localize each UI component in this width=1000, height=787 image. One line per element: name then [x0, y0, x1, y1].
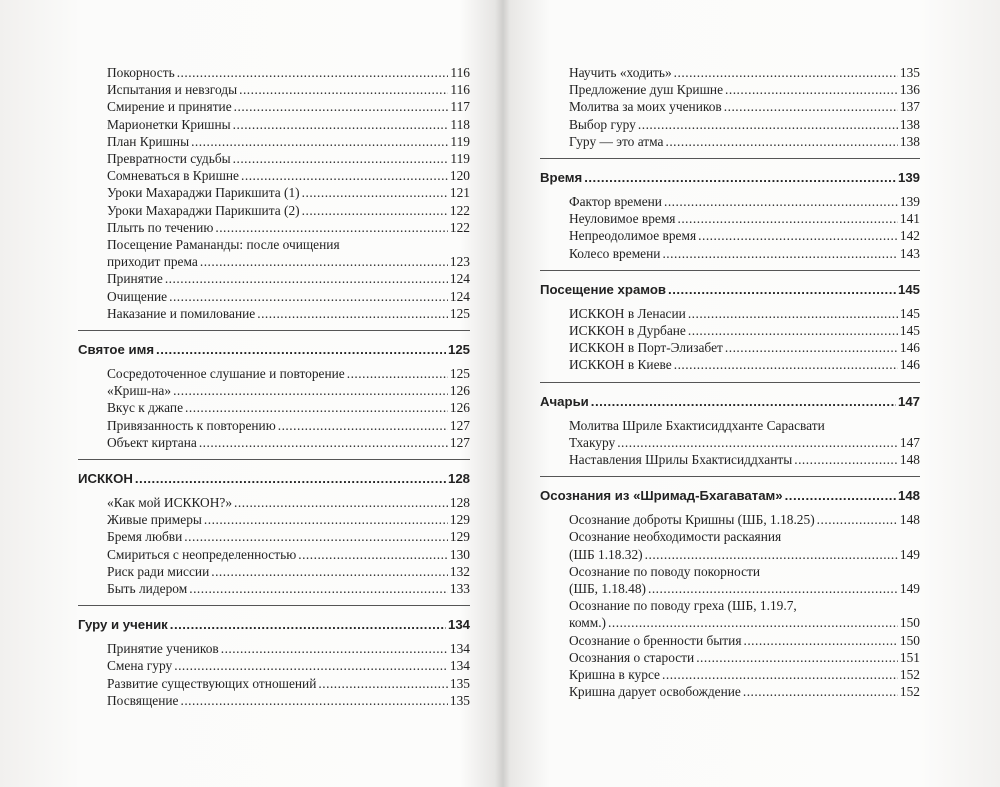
toc-entry-title: Гуру — это атма — [569, 133, 664, 149]
toc-entry-title: Осознание о бренности бытия — [569, 632, 742, 648]
toc-entry-title: Испытания и невзгоды — [107, 82, 238, 98]
dot-leader — [174, 657, 448, 674]
toc-entry-page: 132 — [449, 563, 470, 579]
dot-leader — [677, 210, 897, 227]
toc-entry-page: 126 — [449, 383, 470, 399]
toc-entry-title: Наставления Шрилы Бхактисиддханты — [569, 452, 793, 468]
toc-entry — [540, 683, 920, 700]
toc-entry-page: 148 — [899, 512, 920, 528]
toc-entry — [540, 98, 920, 115]
dot-leader — [688, 322, 898, 339]
toc-entry-title: Объект киртана — [107, 434, 197, 450]
toc-entry-title: Выбор гуру — [569, 116, 636, 132]
section-divider — [540, 158, 920, 159]
toc-entry — [78, 116, 470, 133]
toc-entry-title: Научить «ходить» — [569, 65, 672, 80]
dot-leader — [302, 202, 448, 219]
toc-entry-title: Наказание и помилование — [107, 305, 256, 321]
toc-entry-title: Покорность — [107, 65, 175, 80]
toc-entry-title: Живые примеры — [107, 512, 202, 528]
toc-entry-title: ИСККОН в Киеве — [569, 357, 672, 373]
dot-leader — [785, 487, 896, 505]
toc-entry — [78, 133, 470, 150]
toc-group — [78, 494, 470, 597]
dot-leader — [169, 288, 448, 305]
toc-entry-page: 128 — [449, 495, 470, 511]
section-heading-iskcon — [78, 470, 470, 488]
section-heading-acharyas — [540, 393, 920, 411]
section-page: 128 — [447, 471, 470, 487]
toc-entry — [540, 356, 920, 373]
dot-leader — [817, 511, 898, 528]
toc-entry — [78, 167, 470, 184]
toc-entry-title: «Как мой ИСККОН?» — [107, 495, 233, 511]
dot-leader — [215, 219, 448, 236]
toc-entry-title: Непреодолимое время — [569, 228, 697, 244]
toc-group — [78, 640, 470, 709]
toc-entry-title: Сосредоточенное слушание и повторение — [107, 366, 345, 382]
toc-entry — [540, 64, 920, 81]
toc-entry — [540, 339, 920, 356]
toc-entry — [78, 640, 470, 657]
toc-entry — [540, 511, 920, 528]
toc-entry-title-line: Осознание по поводу греха (ШБ, 1.19.7, — [569, 598, 797, 614]
dot-leader — [674, 64, 898, 81]
toc-entry — [78, 81, 470, 98]
toc-entry — [78, 382, 470, 399]
toc-entry-title: Риск ради миссии — [107, 563, 210, 579]
section-divider — [540, 382, 920, 383]
dot-leader — [233, 150, 449, 167]
toc-entry-title: ИСККОН в Дурбане — [569, 323, 686, 339]
toc-entry — [540, 116, 920, 133]
section-heading-temples — [540, 281, 920, 299]
section-heading-time — [540, 169, 920, 187]
toc-entry-page: 141 — [899, 211, 920, 227]
toc-entry-prayer — [540, 417, 920, 451]
toc-entry-page: 126 — [449, 400, 470, 416]
toc-entry-title: Неуловимое время — [569, 211, 676, 227]
toc-entry-page: 130 — [449, 546, 470, 562]
dot-leader — [696, 649, 898, 666]
toc-entry-title: Кришна в курсе — [569, 667, 660, 683]
toc-entry-page: 122 — [449, 202, 470, 218]
section-title: Осознания из «Шримад-Бхагаватам» — [540, 488, 783, 504]
toc-entry-title-line: Осознание необходимости раскаяния — [569, 529, 782, 545]
toc-entry-title: ИСККОН в Порт-Элизабет — [569, 340, 723, 356]
dot-leader — [662, 666, 898, 683]
section-page: 148 — [897, 488, 920, 504]
toc-entry-page: 125 — [449, 305, 470, 321]
toc-entry — [540, 649, 920, 666]
toc-entry-title: Сомневаться в Кришне — [107, 168, 239, 184]
dot-leader — [234, 98, 449, 115]
toc-entry-title: Бремя любви — [107, 529, 183, 545]
toc-entry-page: 121 — [449, 185, 470, 201]
toc-entry-title: Кришна дарует освобождение — [569, 684, 741, 700]
toc-entry-page: 120 — [449, 168, 470, 184]
dot-leader — [170, 616, 446, 634]
toc-entry — [78, 305, 470, 322]
toc-entry-title-line: (ШБ, 1.18.48) — [569, 581, 646, 597]
dot-leader — [665, 133, 897, 150]
toc-entry-r3 — [540, 563, 920, 597]
toc-entry-page: 138 — [899, 133, 920, 149]
toc-entry-page: 151 — [899, 649, 920, 665]
toc-entry-title: Осознания о старости — [569, 649, 695, 665]
dot-leader — [724, 98, 898, 115]
toc-entry — [540, 666, 920, 683]
dot-leader — [698, 227, 898, 244]
toc-entry-page: 142 — [899, 228, 920, 244]
toc-entry-page: 133 — [449, 581, 470, 597]
toc-entry — [78, 657, 470, 674]
section-title: Время — [540, 170, 583, 186]
dot-leader — [318, 675, 448, 692]
toc-entry-page: 143 — [899, 245, 920, 261]
toc-entry-page: 137 — [899, 99, 920, 115]
section-title: Гуру и ученик — [78, 617, 168, 633]
toc-entry — [78, 202, 470, 219]
toc-entry — [78, 399, 470, 416]
toc-entry-page: 124 — [449, 271, 470, 287]
toc-entry-page: 148 — [899, 452, 920, 468]
toc-entry-title-line: Посещение Рамананды: после очищения — [107, 237, 340, 253]
dot-leader — [725, 339, 898, 356]
toc-entry — [78, 270, 470, 287]
toc-entry-page: 135 — [449, 675, 470, 691]
dot-leader — [645, 546, 898, 563]
section-heading-realizations — [540, 487, 920, 505]
section-title: Посещение храмов — [540, 281, 667, 297]
toc-entry-title: Превратности судьбы — [107, 151, 231, 167]
toc-entry — [78, 494, 470, 511]
toc-entry — [540, 451, 920, 468]
section-page: 145 — [897, 281, 920, 297]
toc-entry-title-line: приходит према — [107, 254, 198, 270]
dot-leader — [668, 281, 896, 299]
toc-group — [540, 193, 920, 262]
dot-leader — [241, 167, 448, 184]
toc-entry-title: Плыть по течению — [107, 219, 214, 235]
toc-entry-page: 145 — [899, 323, 920, 339]
dot-leader — [302, 184, 448, 201]
toc-entry — [78, 417, 470, 434]
toc-entry-page: 125 — [449, 366, 470, 382]
toc-entry — [78, 184, 470, 201]
dot-leader — [234, 494, 448, 511]
dot-leader — [180, 692, 447, 709]
dot-leader — [189, 580, 448, 597]
toc-group — [540, 64, 920, 150]
toc-entry-page: 129 — [449, 529, 470, 545]
toc-entry-page: 136 — [899, 82, 920, 98]
toc-entry-page: 138 — [899, 116, 920, 132]
section-page: 147 — [897, 393, 920, 409]
toc-entry-title: Смирение и принятие — [107, 99, 232, 115]
right-page — [540, 64, 920, 700]
toc-entry — [540, 133, 920, 150]
dot-leader — [185, 399, 448, 416]
section-title: ИСККОН — [78, 471, 133, 487]
toc-entry-page: 147 — [899, 434, 920, 450]
toc-entry-page: 122 — [449, 219, 470, 235]
dot-leader — [662, 245, 897, 262]
toc-entry-title: Фактор времени — [569, 194, 662, 210]
dot-leader — [591, 393, 896, 411]
dot-leader — [177, 64, 449, 81]
toc-entry-title-line: Осознание по поводу покорности — [569, 563, 761, 579]
section-heading-holy-name — [78, 341, 470, 359]
toc-entry-page: 127 — [449, 417, 470, 433]
toc-entry-page: 129 — [449, 512, 470, 528]
section-divider — [78, 459, 470, 460]
toc-entry-page: 150 — [899, 615, 920, 631]
toc-entry-page: 127 — [449, 434, 470, 450]
section-page: 134 — [447, 617, 470, 633]
section-divider — [540, 270, 920, 271]
dot-leader — [184, 528, 448, 545]
dot-leader — [233, 116, 449, 133]
toc-entry — [78, 692, 470, 709]
toc-entry — [78, 580, 470, 597]
toc-entry — [78, 511, 470, 528]
toc-entry — [540, 193, 920, 210]
left-page — [78, 64, 470, 709]
toc-entry — [78, 528, 470, 545]
toc-entry-r4 — [540, 597, 920, 631]
toc-entry-title: Смена гуру — [107, 658, 173, 674]
dot-leader — [173, 382, 448, 399]
dot-leader — [204, 511, 448, 528]
dot-leader — [743, 632, 897, 649]
toc-entry — [78, 546, 470, 563]
toc-entry-title: Колесо времени — [569, 245, 661, 261]
dot-leader — [211, 563, 448, 580]
toc-entry — [78, 563, 470, 580]
toc-entry-title: Предложение душ Кришне — [569, 82, 724, 98]
toc-entry-page: 149 — [899, 546, 920, 562]
dot-leader — [221, 640, 448, 657]
toc-entry-title: Смириться с неопределенностью — [107, 546, 297, 562]
dot-leader — [156, 341, 446, 359]
toc-entry-page: 145 — [899, 305, 920, 321]
toc-entry-title-line: комм.) — [569, 615, 607, 631]
toc-entry-page: 116 — [450, 65, 470, 80]
toc-entry-title: «Криш-на» — [107, 383, 172, 399]
toc-entry-page: 152 — [899, 684, 920, 700]
toc-entry-title-line: Тхакуру — [569, 434, 616, 450]
dot-leader — [794, 451, 898, 468]
toc-entry-title: Принятие учеников — [107, 641, 219, 657]
toc-entry-page: 134 — [449, 641, 470, 657]
toc-entry — [540, 632, 920, 649]
toc-entry-title: Очищение — [107, 288, 168, 304]
toc-entry — [78, 675, 470, 692]
dot-leader — [617, 434, 898, 451]
section-heading-guru — [78, 616, 470, 634]
toc-entry-page: 146 — [899, 340, 920, 356]
toc-entry — [78, 64, 470, 81]
toc-entry-page: 117 — [450, 99, 470, 115]
toc-entry — [78, 288, 470, 305]
toc-entry — [78, 365, 470, 382]
section-page: 139 — [897, 170, 920, 186]
toc-entry-page: 116 — [450, 82, 470, 98]
dot-leader — [608, 614, 898, 631]
dot-leader — [278, 417, 448, 434]
toc-entry-page: 123 — [449, 254, 470, 270]
toc-entry-page: 149 — [899, 581, 920, 597]
toc-entry — [78, 434, 470, 451]
toc-entry-title: Посвящение — [107, 692, 179, 708]
toc-entry-title: Развитие существующих отношений — [107, 675, 317, 691]
toc-entry-title: Быть лидером — [107, 581, 188, 597]
toc-group — [78, 64, 470, 236]
dot-leader — [674, 356, 898, 373]
toc-entry-page: 134 — [449, 658, 470, 674]
toc-entry-page: 152 — [899, 667, 920, 683]
toc-entry — [540, 227, 920, 244]
toc-entry-title: План Кришны — [107, 133, 190, 149]
toc-entry-title-line: Молитва Шриле Бхактисиддханте Сарасвати — [569, 417, 825, 433]
dot-leader — [648, 580, 898, 597]
toc-entry-title: Вкус к джапе — [107, 400, 184, 416]
toc-entry-page: 119 — [450, 133, 470, 149]
toc-group — [540, 305, 920, 374]
dot-leader — [743, 683, 898, 700]
dot-leader — [664, 193, 898, 210]
toc-entry-page: 118 — [450, 116, 470, 132]
toc-entry-page: 124 — [449, 288, 470, 304]
dot-leader — [199, 434, 448, 451]
toc-entry — [78, 150, 470, 167]
dot-leader — [638, 116, 898, 133]
dot-leader — [257, 305, 448, 322]
toc-entry-title: Уроки Махараджи Парикшита (2) — [107, 202, 300, 218]
toc-entry-title: Привязанность к повторению — [107, 417, 276, 433]
dot-leader — [191, 133, 448, 150]
toc-entry — [540, 245, 920, 262]
section-divider — [78, 605, 470, 606]
section-divider — [78, 330, 470, 331]
section-divider — [540, 476, 920, 477]
toc-entry — [78, 219, 470, 236]
dot-leader — [165, 270, 448, 287]
dot-leader — [200, 253, 448, 270]
dot-leader — [298, 546, 448, 563]
toc-entry-title: Молитва за моих учеников — [569, 99, 722, 115]
toc-entry-page: 146 — [899, 357, 920, 373]
toc-group — [78, 365, 470, 451]
toc-group — [78, 270, 470, 322]
toc-entry-ramananda — [78, 236, 470, 270]
toc-entry-title: Принятие — [107, 271, 163, 287]
toc-entry-r2 — [540, 528, 920, 562]
dot-leader — [688, 305, 898, 322]
dot-leader — [239, 81, 448, 98]
toc-entry — [540, 305, 920, 322]
dot-leader — [584, 169, 896, 187]
toc-entry-title: Марионетки Кришны — [107, 116, 231, 132]
toc-entry — [540, 210, 920, 227]
toc-entry-page: 135 — [449, 692, 470, 708]
toc-entry-page: 139 — [899, 194, 920, 210]
section-title: Святое имя — [78, 342, 155, 358]
toc-entry-page: 119 — [450, 151, 470, 167]
toc-entry-page: 150 — [899, 632, 920, 648]
toc-entry-title: Осознание доброты Кришны (ШБ, 1.18.25) — [569, 512, 815, 528]
toc-entry-title: ИСККОН в Ленасии — [569, 305, 686, 321]
toc-entry-title: Уроки Махараджи Парикшита (1) — [107, 185, 300, 201]
toc-entry-page: 135 — [899, 65, 920, 80]
section-title: Ачарьи — [540, 393, 589, 409]
toc-group — [540, 632, 920, 701]
dot-leader — [135, 470, 446, 488]
toc-entry — [78, 98, 470, 115]
toc-entry — [540, 322, 920, 339]
toc-entry-title-line: (ШБ 1.18.32) — [569, 546, 643, 562]
toc-entry — [540, 81, 920, 98]
dot-leader — [347, 365, 448, 382]
section-page: 125 — [447, 342, 470, 358]
dot-leader — [725, 81, 898, 98]
